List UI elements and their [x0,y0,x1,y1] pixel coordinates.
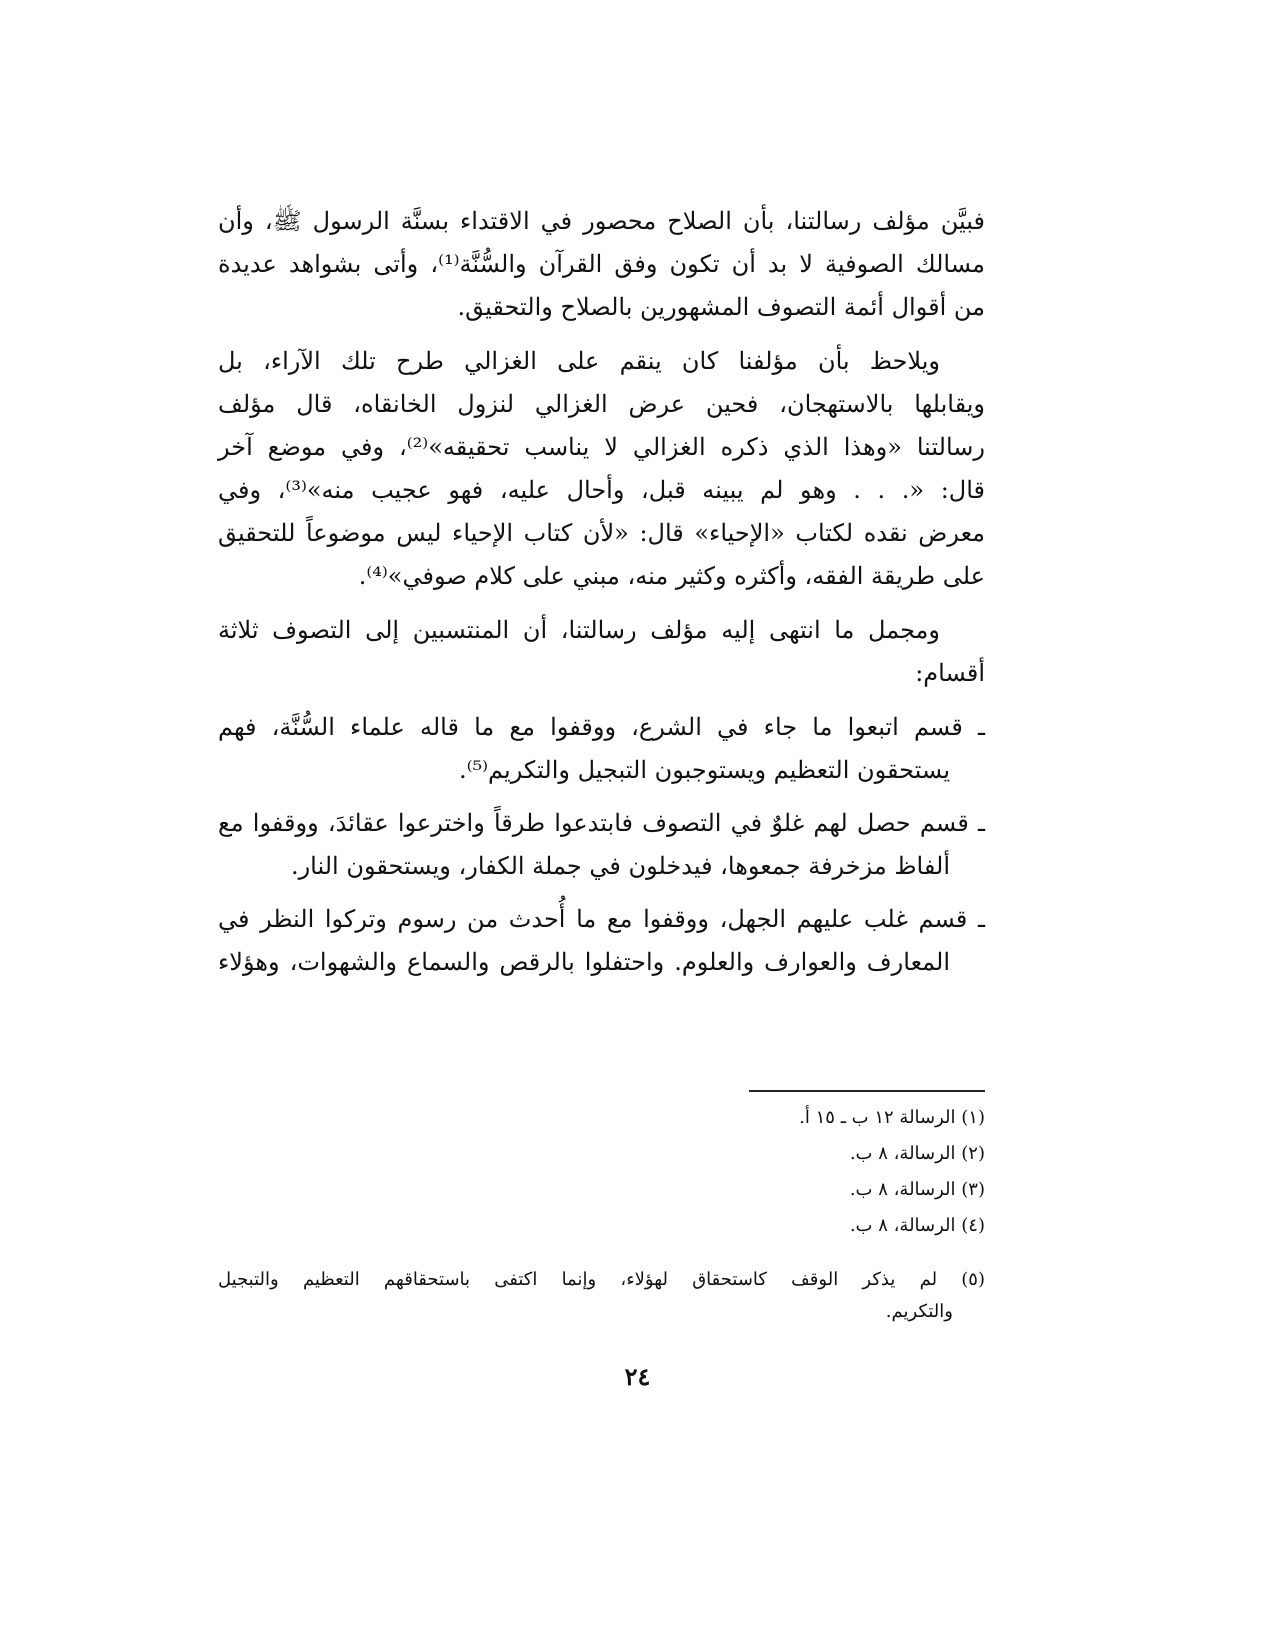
text-line: ـ قسم غلب عليهم الجهل، ووقفوا مع ما أُحدث من رسوم وتركوا النظر في [218,905,985,933]
paragraph-2 [218,340,985,598]
text-line: رسالتنا «وهذا الذي ذكره الغزالي لا يناسب تحقيقه»⁽²⁾، وفي موضع آخر [218,433,985,461]
footnote-line: والتكريم. [885,1301,953,1322]
text-line: ـ قسم حصل لهم غلوٌ في التصوف فابتدعوا طرقاً واخترعوا عقائدَ، ووقفوا مع [218,809,985,837]
list-item [218,802,985,888]
text-line: معرض نقده لكتاب «الإحياء» قال: «لأن كتاب الإحياء ليس موضوعاً للتحقيق [218,519,985,547]
main-text [218,200,985,994]
text-line: من أقوال أئمة التصوف المشهورين بالصلاح والتحقيق. [457,293,985,321]
text-line: فبيَّن مؤلف رسالتنا، بأن الصلاح محصور في الاقتداء بسنَّة الرسول ﷺ، وأن [218,207,985,235]
text-line: المعارف والعوارف والعلوم. واحتفلوا بالرقص والسماع والشهوات، وهؤلاء [218,948,950,976]
footnote-1: (١) الرسالة ١٢ ب ـ ١٥ أ. [799,1107,985,1128]
text-line: ويلاحظ بأن مؤلفنا كان ينقم على الغزالي طرح تلك الآراء، بل [218,347,941,375]
text-line: ومجمل ما انتهى إليه مؤلف رسالتنا، أن المنتسبين إلى التصوف ثلاثة [218,616,941,644]
footnote-separator [749,1090,985,1092]
footnote-5 [218,1264,985,1328]
page-number: ٢٤ [624,1362,651,1391]
footnote-2: (٢) الرسالة، ٨ ب. [849,1143,985,1164]
list-item [218,898,985,984]
paragraph-1 [218,200,985,329]
text-line: ويقابلها بالاستهجان، فحين عرض الغزالي لنزول الخانقاه، قال مؤلف [218,390,985,418]
footnote-line: (٥) لم يذكر الوقف كاستحقاق لهؤلاء، وإنما اكتفى باستحقاقهم التعظيم والتبجيل [218,1269,985,1290]
list-item [218,706,985,792]
footnotes [218,1100,985,1328]
text-line: قال: «. . . وهو لم يبينه قبل، وأحال عليه، فهو عجيب منه»⁽³⁾، وفي [218,476,986,504]
text-line: يستحقون التعظيم ويستوجبون التبجيل والتكريم⁽⁵⁾. [458,756,950,784]
paragraph-3 [218,609,985,695]
text-line: أقسام: [915,659,985,687]
footnote-4: (٤) الرسالة، ٨ ب. [849,1215,985,1236]
text-line: ألفاظ مزخرفة جمعوها، فيدخلون في جملة الكفار، ويستحقون النار. [290,852,950,880]
text-line: مسالك الصوفية لا بد أن تكون وفق القرآن والسُّنَّة⁽¹⁾، وأتى بشواهد عديدة [218,250,985,278]
footnote-3: (٣) الرسالة، ٨ ب. [849,1179,985,1200]
text-line: ـ قسم اتبعوا ما جاء في الشرع، ووقفوا مع ما قاله علماء السُّنَّة، فهم [218,713,986,741]
text-line: على طريقة الفقه، وأكثره وكثير منه، مبني على كلام صوفي»⁽⁴⁾. [358,562,985,590]
